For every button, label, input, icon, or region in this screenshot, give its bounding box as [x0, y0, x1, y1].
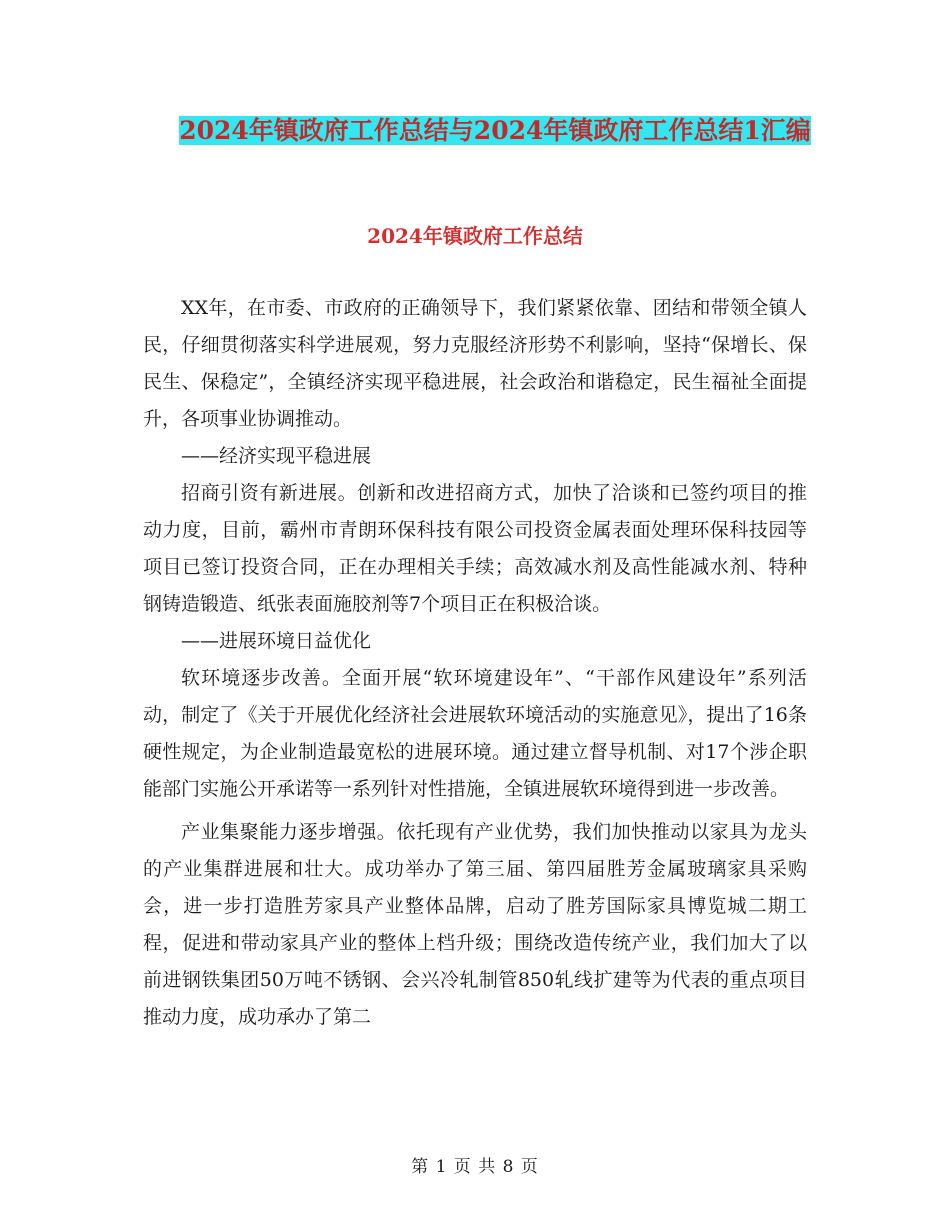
subheading-environment: ——进展环境日益优化 [181, 630, 372, 652]
paragraph-intro: XX年，在市委、市政府的正确领导下，我们紧紧依靠、团结和带领全镇人民，仔细贯彻落实科学进展观，努力克服经济形势不利影响，坚持“保增长、保民生、保稳定”，全镇经济实现平稳进展，社会政治和谐稳定，民生福祉全面提升，各项事业协调推动。 [143, 297, 807, 430]
document-title [140, 108, 850, 154]
section-title: 2024年镇政府工作总结 [367, 224, 583, 248]
document-title-text: 2024年镇政府工作总结与2024年镇政府工作总结1汇编 [179, 116, 811, 145]
paragraph-industry: 产业集聚能力逐步增强。依托现有产业优势，我们加快推动以家具为龙头的产业集群进展和壮大。成功举办了第三届、第四届胜芳金属玻璃家具采购会，进一步打造胜芳家具产业整体品牌，启动了胜芳国际家具博览城二期工程，促进和带动家具产业的整体上档升级；围绕改造传统产业，我们加大了以前进钢铁集团50万吨不锈钢、会兴冷轧制管850轧线扩建等为代表的重点项目推动力度，成功承办了第二 [143, 821, 807, 1028]
paragraph-investment: 招商引资有新进展。创新和改进招商方式，加快了洽谈和已签约项目的推动力度，目前，霸州市青朗环保科技有限公司投资金属表面处理环保科技园等项目已签订投资合同，正在办理相关手续；高效减水剂及高性能减水剂、特种钢铸造锻造、纸张表面施胶剂等7个项目正在积极洽谈。 [143, 482, 807, 615]
document-body [143, 290, 807, 1036]
paragraph-soft-environment: 软环境逐步改善。全面开展“软环境建设年”、“干部作风建设年”系列活动，制定了《关于开展优化经济社会进展软环境活动的实施意见》，提出了16条硬性规定，为企业制造最宽松的进展环境。通过建立督导机制、对17个涉企职能部门实施公开承诺等一系列针对性措施，全镇进展软环境得到进一步改善。 [143, 667, 807, 800]
subheading-economy: ——经济实现平稳进展 [181, 445, 372, 467]
page-footer: 第 1 页 共 8 页 [411, 1157, 539, 1177]
